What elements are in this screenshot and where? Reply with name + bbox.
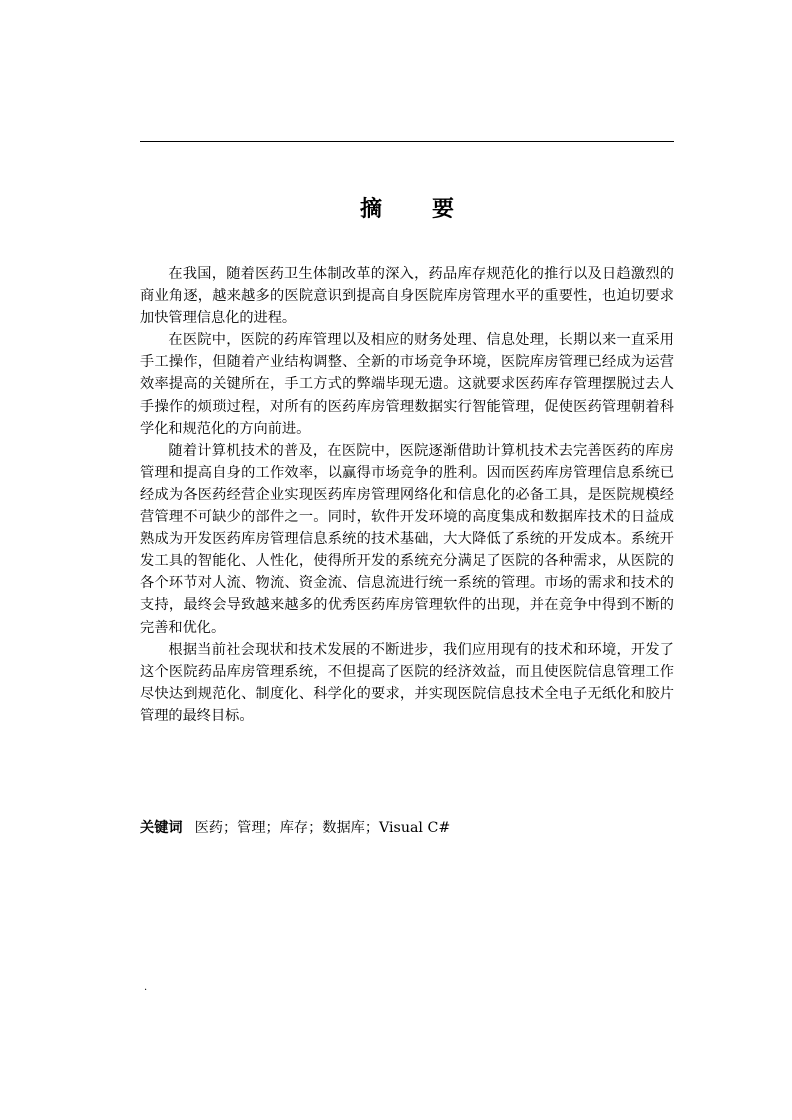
abstract-paragraph-3: 随着计算机技术的普及，在医院中，医院逐渐借助计算机技术去完善医药的库房管理和提高自身的工作效率，以赢得市场竞争的胜利。因而医药库房管理信息系统已经成为各医药经营企业实现医药库房管理网络化和信息化的必备工具，是医院规模经营管理不可缺少的部件之一。同时，软件开发环境的高度集成和数据库技术的日益成熟成为开发医药库房管理信息系统的技术基础，大大降低了系统的开发成本。系统开发工具的智能化、人性化，使得所开发的系统充分满足了医院的各种需求，从医院的各个环节对人流、物流、资金流、信息流进行统一系统的管理。市场的需求和技术的支持，最终会导致越来越多的优秀医药库房管理软件的出现，并在竞争中得到不断的完善和优化。 — [140, 442, 674, 636]
abstract-body — [140, 263, 674, 727]
keywords-value: 医药；管理；库存；数据库；Visual C# — [194, 820, 451, 836]
abstract-title — [140, 192, 674, 223]
keywords-label: 关键词 — [140, 820, 183, 836]
abstract-title-char-2: 要 — [432, 197, 455, 222]
page-mark: . — [144, 982, 148, 993]
abstract-paragraph-4: 根据当前社会现状和技术发展的不断进步，我们应用现有的技术和环境，开发了这个医院药品库房管理系统，不但提高了医院的经济效益，而且使医院信息管理工作尽快达到规范化、制度化、科学化的要求，并实现医院信息技术全电子无纸化和胶片管理的最终目标。 — [140, 641, 674, 724]
abstract-paragraph-1: 在我国，随着医药卫生体制改革的深入，药品库存规范化的推行以及日趋激烈的商业角逐，越来越多的医院意识到提高自身医院库房管理水平的重要性，也迫切要求加快管理信息化的进程。 — [140, 266, 674, 327]
keywords-line — [140, 817, 674, 839]
abstract-paragraph-2: 在医院中，医院的药库管理以及相应的财务处理、信息处理，长期以来一直采用手工操作，但随着产业结构调整、全新的市场竞争环境，医院库房管理已经成为运营效率提高的关键所在，手工方式的弊端毕现无遗。这就要求医药库存管理摆脱过去人手操作的烦琐过程，对所有的医药库房管理数据实行智能管理，促使医药管理朝着科学化和规范化的方向前进。 — [140, 332, 674, 437]
abstract-title-char-1: 摘 — [359, 197, 382, 222]
header-rule — [140, 141, 674, 142]
